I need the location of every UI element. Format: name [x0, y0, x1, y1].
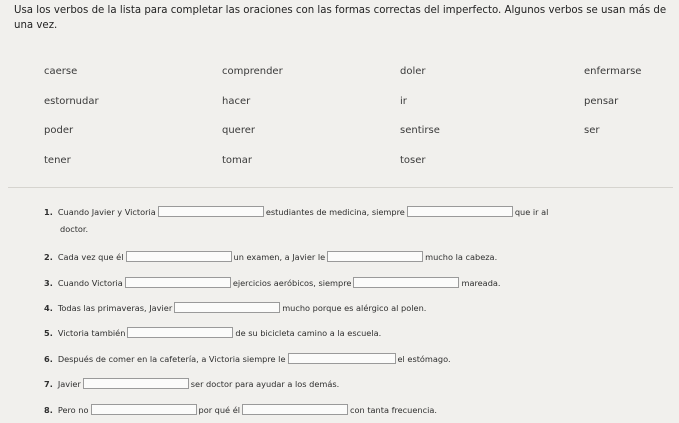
sentence-text: Todas las primaveras, Javier	[57, 302, 173, 313]
sentence-text: ser doctor para ayudar a los demás.	[190, 378, 340, 389]
item-number: 3.	[44, 277, 53, 288]
sentence-3	[44, 277, 501, 288]
sentence-text: Cuando Javier y Victoria	[57, 206, 156, 217]
sentence-text: Cuando Victoria	[57, 277, 123, 288]
answer-blank-1a[interactable]	[158, 206, 264, 217]
answer-blank-3a[interactable]	[125, 277, 231, 288]
sentence-text: ejercicios aeróbicos, siempre	[232, 277, 352, 288]
sentence-4	[44, 302, 426, 313]
verb-item: estornudar	[44, 96, 99, 107]
answer-blank-1b[interactable]	[407, 206, 513, 217]
item-number: 5.	[44, 327, 53, 338]
sentence-text: doctor.	[60, 224, 89, 234]
verb-item: poder	[44, 125, 74, 136]
sentence-2	[44, 251, 497, 262]
answer-blank-5[interactable]	[127, 327, 233, 338]
verb-item: sentirse	[400, 125, 440, 136]
sentence-1-cont	[60, 224, 88, 234]
answer-blank-2b[interactable]	[327, 251, 423, 262]
divider	[8, 187, 673, 188]
sentence-text: mareada.	[461, 277, 501, 288]
sentence-text: mucho la cabeza.	[425, 251, 498, 262]
sentence-text: el estómago.	[397, 353, 451, 364]
verb-item: pensar	[584, 96, 619, 107]
verb-item: ser	[584, 125, 600, 136]
verb-item: enfermarse	[584, 66, 642, 77]
answer-blank-8b[interactable]	[242, 404, 348, 415]
answer-blank-6[interactable]	[288, 353, 396, 364]
item-number: 4.	[44, 302, 53, 313]
answer-blank-2a[interactable]	[126, 251, 232, 262]
item-number: 1.	[44, 206, 53, 217]
instructions: Usa los verbos de la lista para completar las oraciones con las formas correctas del imperfecto. Algunos verbos se usan más de una vez.	[14, 5, 667, 31]
sentence-5	[44, 327, 381, 338]
sentence-8	[44, 404, 437, 415]
verb-item: querer	[222, 125, 255, 136]
sentence-text: un examen, a Javier le	[233, 251, 326, 262]
sentence-text: que ir al	[514, 206, 549, 217]
sentence-text: Victoria también	[57, 327, 126, 338]
item-number: 6.	[44, 353, 53, 364]
item-number: 2.	[44, 251, 53, 262]
verb-item: caerse	[44, 66, 78, 77]
answer-blank-3b[interactable]	[353, 277, 459, 288]
sentence-text: con tanta frecuencia.	[350, 404, 437, 415]
verb-item: ir	[400, 96, 407, 107]
sentence-text: Cada vez que él	[57, 251, 124, 262]
sentence-text: por qué él	[198, 404, 241, 415]
item-number: 7.	[44, 378, 53, 389]
answer-blank-7[interactable]	[83, 378, 189, 389]
item-number: 8.	[44, 404, 53, 415]
sentence-text: Pero no	[57, 404, 89, 415]
sentence-text: Javier	[57, 378, 81, 389]
sentence-text: mucho porque es alérgico al polen.	[282, 302, 427, 313]
sentence-7	[44, 378, 339, 389]
sentence-1	[44, 206, 548, 217]
sentence-text: Después de comer en la cafetería, a Victoria siempre le	[57, 353, 286, 364]
answer-blank-4[interactable]	[174, 302, 280, 313]
verb-item: hacer	[222, 96, 251, 107]
sentence-text: estudiantes de medicina, siempre	[265, 206, 405, 217]
verb-item: toser	[400, 155, 426, 166]
verb-item: doler	[400, 66, 426, 77]
verb-item: tomar	[222, 155, 253, 166]
verb-item: comprender	[222, 66, 283, 77]
sentence-text: de su bicicleta camino a la escuela.	[235, 327, 382, 338]
answer-blank-8a[interactable]	[91, 404, 197, 415]
verb-item: tener	[44, 155, 71, 166]
sentence-6	[44, 353, 451, 364]
